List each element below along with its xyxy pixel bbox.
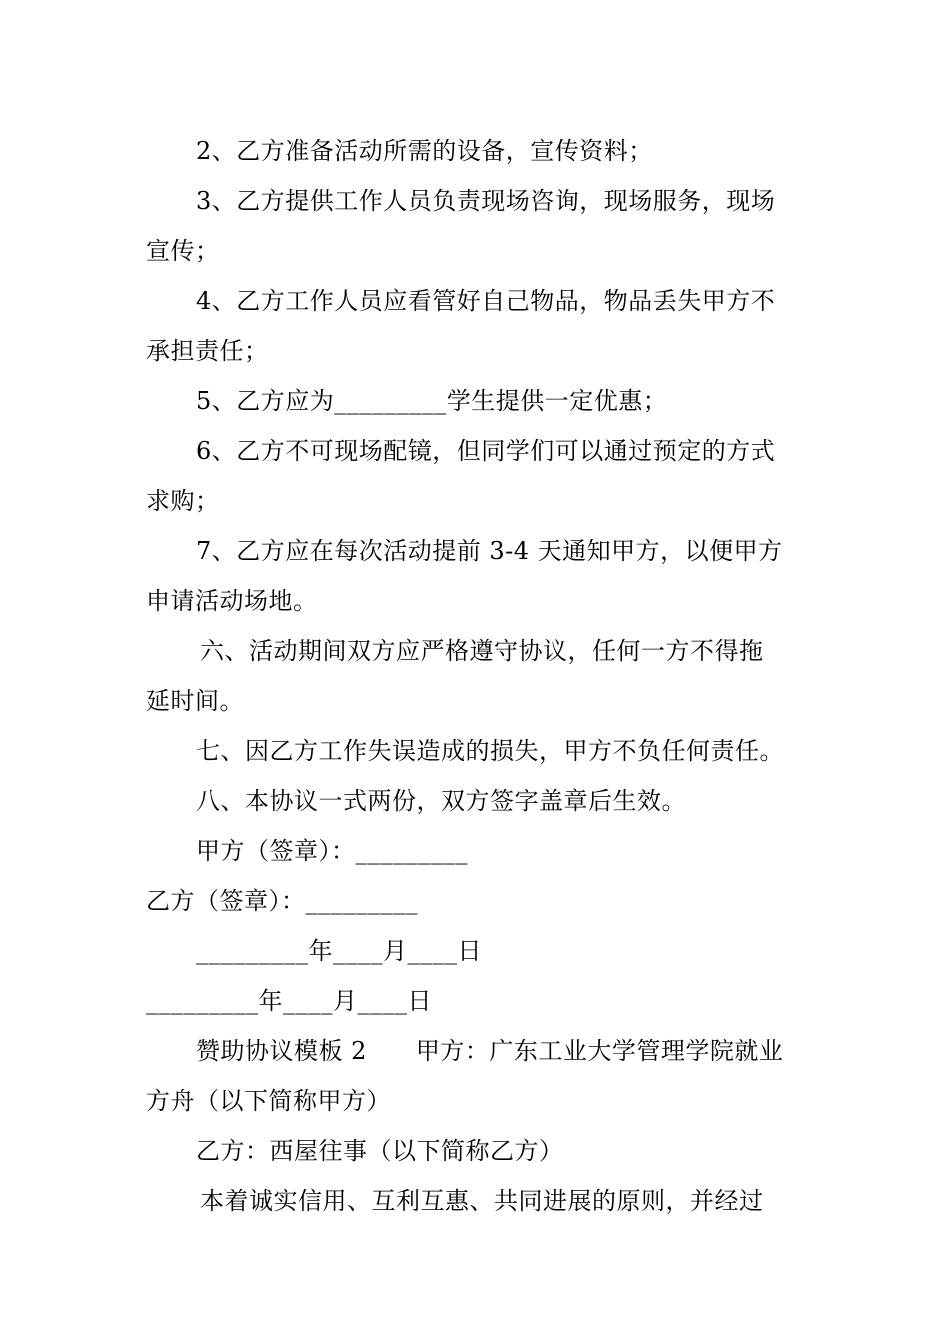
section-6-continuation: 延时间。 [146,687,244,715]
clause-6: 6、乙方不可现场配镜，但同学们可以通过预定的方式 [196,437,776,465]
clause-5: 5、乙方应为_________学生提供一定优惠； [196,387,668,415]
template-2-party-b: 乙方：西屋往事（以下简称乙方） [196,1137,564,1165]
date-line-a: _________年____月____日 [196,937,482,965]
party-a-signature: 甲方（签章）：_________ [196,837,468,865]
section-6: 六、活动期间双方应严格遵守协议，任何一方不得拖 [200,637,764,665]
clause-2: 2、乙方准备活动所需的设备，宣传资料； [196,137,653,165]
clause-6-continuation: 求购； [146,487,220,515]
party-b-signature: 乙方（签章）：_________ [146,887,418,915]
clause-7: 7、乙方应在每次活动提前 3-4 天通知甲方，以便甲方 [196,537,783,565]
clause-3-continuation: 宣传； [146,237,220,265]
clause-4-continuation: 承担责任； [146,337,269,365]
template-2-party-a-continuation: 方舟（以下简称甲方） [146,1087,391,1115]
date-line-b: _________年____月____日 [146,987,432,1015]
clause-7-continuation: 申请活动场地。 [146,587,318,615]
template-2-heading: 赞助协议模板 2 甲方：广东工业大学管理学院就业 [196,1037,784,1065]
clause-4: 4、乙方工作人员应看管好自己物品，物品丢失甲方不 [196,287,776,315]
section-8: 八、本协议一式两份，双方签字盖章后生效。 [196,787,686,815]
template-2-preamble: 本着诚实信用、互利互惠、共同进展的原则，并经过 [200,1187,764,1215]
section-7: 七、因乙方工作失误造成的损失，甲方不负任何责任。 [196,737,784,765]
clause-3: 3、乙方提供工作人员负责现场咨询，现场服务，现场 [196,187,776,215]
